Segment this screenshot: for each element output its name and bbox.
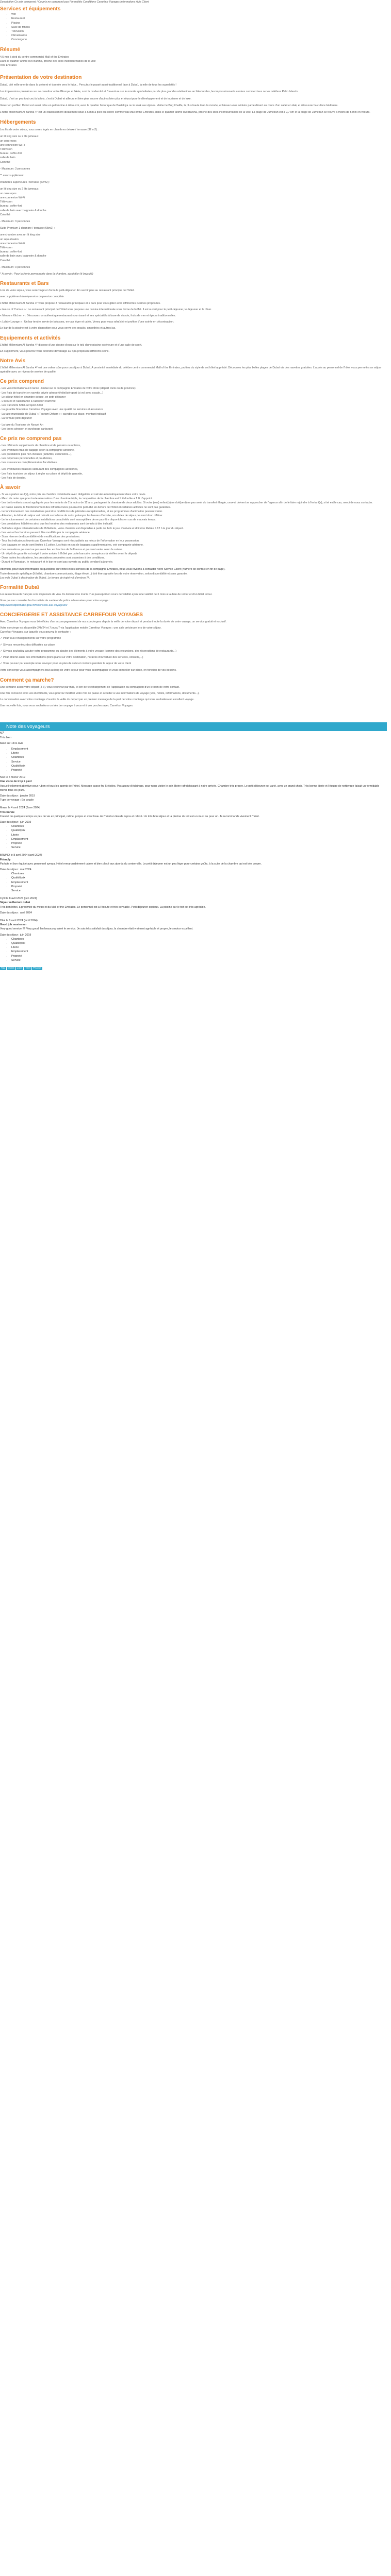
tag-chip: Dubaï xyxy=(7,967,14,970)
asavoir-item: - Si vous partez seul(e), notre prix en chambre individuelle avec obligatoire et calculé automatiquement dans votre devis. xyxy=(0,493,146,497)
asavoir-list xyxy=(0,493,387,564)
asavoir-item: - Les animations peuvent ne pas avoir lieu en fonction de l'affluence et peuvent varier selon la saison. xyxy=(0,548,123,551)
comment-p2: Une fois connecté avec vos identifiants, vous pourrez modifier votre mot de passe et accéder à vos informations de voyage (vols, hôtels, informations, documents...). xyxy=(0,691,200,695)
criteria-list xyxy=(0,747,387,772)
room-feature: salle de bain avec baignoire & douche xyxy=(0,209,46,212)
room1-features xyxy=(0,134,387,164)
room-feature: Télévision xyxy=(0,200,12,204)
criteria-item: • Qualité/prix xyxy=(11,764,387,768)
asavoir-item: - Les tarifs enfants seront appliqués pour les enfants de 2 à moins de 12 ans, partageant la chambre de deux adultes. Si votre (vos) enfant(s) ne doit(vent) ne pas avoir du transfert élargie, ceux-ci doivent se rapprocher de l'agence afin de le faire rejoindre à l'enfant(s), si tel est le cas, merci de nous contacter. xyxy=(0,501,373,505)
tags-row xyxy=(0,966,387,970)
pas-extra-item: - Les frais de dossier. xyxy=(0,476,26,480)
room-note: * À savoir : Pour la literie permanente dans la chambre, ajout d'un lit (rajouté) xyxy=(0,272,93,276)
hebergement-title: Hébergements xyxy=(0,120,36,126)
notes-total: basé sur 1441 Avis xyxy=(0,741,23,745)
formalite-p2: Vous pouvez consulter les formalités de santé et de police nécessaires pour votre voyage : xyxy=(0,599,110,603)
room2-intro: chambres supérieures / terrasse (32m2) : xyxy=(0,181,51,184)
review-text: Il resort de quelques temps un peu de vie en principal, calme, propre et avec l'eau de l'hôtel un lieu de repos et relaxé. Un très bon séjour et la piscine du toit est un must ou pour un. Je recommande vivement l'hôtel. xyxy=(0,815,259,818)
conciergerie-title: CONCIERGERIE ET ASSISTANCE CARREFOUR VOYAGES xyxy=(0,612,143,618)
room-feature: Coin thé xyxy=(0,160,10,164)
services-list xyxy=(0,12,387,42)
review-criteria-item: • Service xyxy=(11,889,387,893)
review-criteria-item: • Qualité/prix xyxy=(11,828,387,833)
pas-item: - Les différents suppléments de chambre et de pension ou options, xyxy=(0,444,81,448)
room2-title: ** avec supplément xyxy=(0,174,24,178)
service-item: • Télévision xyxy=(11,29,387,33)
conciergerie-item: ✓ Si vous souhaitez ajouter votre programme ou ajouter des éléments à votre voyage (comme des excursions, des réservations de restaurants...) xyxy=(0,649,176,653)
review xyxy=(0,896,387,919)
conciergerie-list xyxy=(0,636,387,666)
criteria-item: • Emplacement xyxy=(11,747,387,751)
prix-item: - La garantie financière Carrefour Voyages avec une qualité de services et assurance xyxy=(0,408,103,412)
review-criteria-item: • Emplacement xyxy=(11,837,387,841)
room-feature: Coin thé xyxy=(0,259,10,262)
room2-max: - Maximum: 3 personnes xyxy=(0,219,30,223)
asavoir-item: - Les bagages en soute sont limités à 1 pièce. Les frais en cas de bagages supplémentaires, voir compagnie aérienne. xyxy=(0,544,144,547)
prix-item: - L'accueil et l'assistance à l'aéroport d'arrivée xyxy=(0,399,56,403)
asavoir-item: - Le fonctionnement des installations peut être modifié lors de périodes exceptionnelles, et les programmes d'animation peuvent varier. xyxy=(0,510,163,513)
service-item: • Piscine xyxy=(11,21,387,25)
room3-max: - Maximum: 3 personnes xyxy=(0,265,30,269)
asavoir-item: - Les vols et les horaires peuvent être modifiés par la compagnie aérienne. xyxy=(0,531,91,534)
avis-title: Notre Avis xyxy=(0,358,26,364)
room3-features xyxy=(0,233,387,262)
prix-item: - La formule petit-déjeuner xyxy=(0,416,32,420)
tag-chip: Hôtel xyxy=(24,967,31,970)
resume-line: Vols Emirates xyxy=(0,64,17,67)
services-title: Services et équipements xyxy=(0,6,61,12)
service-item: • Restaurant xyxy=(11,16,387,21)
room-feature: un lit king size ou 2 lits jumeaux xyxy=(0,188,39,191)
review-date: Date du séjour : juin 2019 xyxy=(0,821,31,824)
comment-p3: La conversation avec votre concierge s'ouvrira la veille du départ par un premier message de la part de votre concierge qui vous souhaitera un excellent voyage. xyxy=(0,698,194,701)
room-feature: un coin repos xyxy=(0,192,17,195)
hebergement-intro: Les lits de votre séjour, vous serez logés en chambres deluxe / terrasse (32 m2) : xyxy=(0,128,99,132)
asavoir-item: - Sous réserve de disponibilité et de modifications des prestations. xyxy=(0,535,80,539)
room-feature: une connexion Wi-Fi xyxy=(0,196,25,199)
asavoir-item: - Merci de noter que pour toute réservation d'une chambre triple, la composition de la chambre est 1 lit double + 1 lit d'appoint. xyxy=(0,497,153,501)
review-date: Date du séjour : janvier 2019 xyxy=(0,794,35,798)
restaurant-paragraph: L'hôtel Millennium Al Barsha 4* vous propose 3 restaurants principaux et 1 bars pour vous gâter avec différentes cuisines proposées. xyxy=(0,301,161,305)
review-text: Accueil tellement attentive pour ruben et tous les agents de l'hôtel. Message assez fin, 5 étoiles. Pas assez d'éclairage, pour nous visiter le soir. Boire rafraîchissant à notre arrivée. Chambre très propre. Le petit déjeuner est varié, avec un grand choix. Très bonne literie et l'équipe de nettoyage faisait un formidable travail tous les jours. xyxy=(0,784,380,792)
room-feature: un lit king size ou 2 lits jumeaux xyxy=(0,135,39,139)
review-criteria xyxy=(0,872,387,893)
prix-item: - Les frais de transfert en navette privée aéroport/hôtel/aéroport (si vol avec escale...) xyxy=(0,391,103,395)
review-text: Very good service !!!! Very good, I'm beaucoup aimé le service. Je suis très satisfait du séjour, la chambre était vraiment agréable et propre, le service excellent. xyxy=(0,927,193,931)
review-criteria-item: • Service xyxy=(11,958,387,962)
review-date: Date du séjour : mai 2024 xyxy=(0,868,31,872)
presentation-title: Présentation de votre destination xyxy=(0,75,82,81)
asavoir-item: - En basse saison, le fonctionnement des infrastructures pourra être perturbé en dehors de l'hôtel et certaines activités ne sont pas garanties. xyxy=(0,505,171,509)
presentation-paragraph: Venez en profiter. Dubaï est aussi riche en patrimoine à découvrir, avec le quartier historique de Bastakiya ou le souk aux épices. Visitez le Burj Khalifa, la plus haute tour du monde, et laissez-vous séduire par le désert au cours d'un safari en 4x4, et découvrez la culture bédouine. xyxy=(0,104,338,107)
asavoir-item: - Durant le Ramadan, le restaurant et le bar ne sont pas ouverts au public pendant la journée. xyxy=(0,561,113,564)
conciergerie-item: ✓ Pour tous renseignements sur votre programme xyxy=(0,637,61,640)
comment-p4: Une nouvelle fois, nous vous souhaitons un très bon voyage à vous et à vos proches avec Carrefour Voyages. xyxy=(0,704,134,708)
criteria-item: • Propreté xyxy=(11,768,387,772)
formalite-link[interactable]: http://www.diplomatie.gouv.fr/fr/conseils-aux-voyageurs/ xyxy=(0,603,68,607)
resume-line: Dans le quartier animé d'Al Barsha, proche des sites incontournables de la ville xyxy=(0,59,96,63)
asavoir-item: - Dans toutes les situations, les prestations proposées sont soumises à des conditions. xyxy=(0,556,105,560)
restaurants-title: Restaurants et Bars xyxy=(0,281,49,287)
review-author: Dilal le 8 avril 2024 (avril 2024) xyxy=(0,919,38,923)
restaurant-paragraph: « Mercure Kitchen » : Découvrez un authentique restaurant nourrissant et ses spécialités à base de viande, fruits de mer et épices traditionnelles. xyxy=(0,314,176,317)
attention-text: Attention, pour toute information ou questions sur l'hôtel et les services de la compagnie Emirates, nous vous invitons à contacter notre Service Client (Numéro de contact en fin de page). xyxy=(0,568,225,571)
room-feature: une chambre avec un lit king size xyxy=(0,233,41,237)
restaurant-paragraph: Le bar de la piscine est à votre disposition pour vous servir des snacks, smoothies et autres jus. xyxy=(0,327,116,330)
room-feature: bureau, coffre-fort xyxy=(0,205,22,208)
review-text: Parfaite et bon équipé avec personnel sympa. Hôtel remarquablement calme et bien placé aux abords du centre-ville. Le petit déjeuner est un peu léger pour certains goûts, à la suite de la chambre qui est très propre. xyxy=(0,862,262,866)
comment-p1: Une semaine avant votre départ (J-7), vous recevrez par mail, le lien de téléchargement de l'application ou compagnon d'un le nom de votre contact. xyxy=(0,685,180,689)
room-feature: Télévision xyxy=(0,148,12,151)
review-criteria-item: • Propreté xyxy=(11,841,387,845)
prix-item: - Le séjour hôtel en chambre deluxe, en petit-déjeuner xyxy=(0,395,66,399)
room-feature: une connexion Wi-Fi xyxy=(0,242,25,245)
review-date: Date du séjour : juin 2019 xyxy=(0,933,31,937)
prix-item: - Les transferts hôtel-aéroport-hôtel xyxy=(0,404,43,408)
asavoir-item: - Tous les indicateurs fournis par Carrefour Voyages sont réactualisés au mieux de l'information en leur possession. xyxy=(0,539,140,543)
equip-paragraph: En supplément, vous pourrez vous détendre davantage au Spa proposant différents soins. xyxy=(0,349,109,353)
room-feature: une connexion Wi-Fi xyxy=(0,143,25,147)
review-criteria-item: • Chambres xyxy=(11,824,387,828)
description-nav[interactable]: Description Ce prix comprend / Ce prix ne comprend pas Formalités Conditions Carrefour Voyages Informations Avis Client xyxy=(0,1,149,4)
reviews-list xyxy=(0,775,387,966)
review xyxy=(0,853,387,896)
conciergerie-item: ✓ Si vous rencontrez des difficultés sur place xyxy=(0,643,55,647)
review-criteria xyxy=(0,937,387,962)
review-criteria-item: • Propreté xyxy=(11,954,387,958)
room2-features xyxy=(0,187,387,216)
room-feature: bureau, coffre-fort xyxy=(0,250,22,254)
review-criteria-item: • Chambres xyxy=(11,937,387,941)
review-criteria-item: • Literie xyxy=(11,833,387,837)
review-criteria-item: • Emplacement xyxy=(11,950,387,954)
review-type: Type de voyage : En couple xyxy=(0,799,34,802)
room-feature: salle de bain xyxy=(0,156,15,160)
prix-extra-list xyxy=(0,423,387,431)
room-feature: Coin thé xyxy=(0,213,10,216)
review-text: Très bon hôtel, à proximité du métro et du Mall of the Emirates. Le personnel est à l'écoute et très serviable. Petit déjeuner copieux. La piscine sur le toit est très agréable. xyxy=(0,905,206,909)
review xyxy=(0,919,387,966)
room1-max: - Maximum: 3 personnes xyxy=(0,167,30,171)
pas-title: Ce prix ne comprend pas xyxy=(0,436,62,442)
review-author: Noé le 5 février 2019 xyxy=(0,776,26,779)
restaurant-paragraph: « Lobby Lounge » : Un bar tendre servie de boissons, en-cas léger et cafés. Venez pour vous rafraîchir et profiter d'une soirée en décontraction. xyxy=(0,320,174,324)
formalite-p1: Les ressortissants français sont dispensés de visa. Ils doivent être munis d'un passeport en cours de validité ayant une validité de 6 mois à la date de retour et d'un billet retour. xyxy=(0,593,213,597)
room-feature: Télévision xyxy=(0,246,12,249)
review-title: Friendly xyxy=(0,858,11,861)
notes-section xyxy=(0,731,387,970)
review-criteria-item: • Propreté xyxy=(11,885,387,889)
restaurant-paragraph: « House of Curious » : Le restaurant principal de l'hôtel vous propose une cuisine internationale sous forme de buffet. Il est ouvert pour le petit-déjeuner, le déjeuner et le dîner. xyxy=(0,308,212,311)
criteria-item: • Chambres xyxy=(11,755,387,759)
notes-header: Note des voyageurs xyxy=(0,722,387,731)
tag-chip: Luxe xyxy=(17,967,22,970)
avis-text: L'hôtel Millennium Al Barsha 4* est une valeur sûre pour un séjour à Dubaï. A proximité immédiate du célèbre centre commercial Mall of the Emirates, profitez du style de cet hôtel apprécié. Découvrez les plus belles plages de Dubaï via des navettes gratuites. L'accès au personnel de l'hôtel vous permettra un séjour agréable avec un niveau de service de qualité. xyxy=(0,366,382,374)
attention-italic: Les vols Dubaï à destination de Dubaï. Le temps de trajet vol d'environ 7h. xyxy=(0,576,90,580)
pas-item: - Les prestations plus non-incluses (activités, excursions...), xyxy=(0,452,72,456)
review xyxy=(0,806,387,853)
review-title: Une visite de trop à pied xyxy=(0,780,32,784)
service-item: • Salle de fitness xyxy=(11,25,387,29)
review-author: Mawa le 4 avril 2024 (June 2024) xyxy=(0,806,41,810)
conciergerie-p1: Avec Carrefour Voyages vous bénéficiez d'un accompagnement de nos conciergers depuis la veille de votre départ et pendant toute la durée de votre voyage, un service gratuit et exclusif. xyxy=(0,620,227,623)
restaurants-sub: avec supplément demi-pension ou pension complète. xyxy=(0,295,65,299)
formalite-title: Formalité Dubaï xyxy=(0,585,39,591)
asavoir-title: À savoir xyxy=(0,485,21,491)
prix-extra-item: - Les taxes aéroport et surcharge carburant xyxy=(0,428,53,431)
service-item: • Conciergerie xyxy=(11,38,387,42)
review-title: Good job musteman xyxy=(0,923,27,927)
asavoir-item: - Attention, le début du séjour est calculé sur la base de nuits, prévoyez les heures d'arrivée, vos dates de séjour peuvent donc différer. xyxy=(0,514,163,518)
review-criteria-item: • Service xyxy=(11,845,387,850)
review xyxy=(0,775,387,806)
notes-score: 4.7 xyxy=(0,732,4,735)
review-criteria-item: • Chambres xyxy=(11,872,387,876)
asavoir-item: - Un dépôt de garantie est exigé à votre arrivée à l'hôtel par carte bancaire ou espèces (à vérifier avant le départ). xyxy=(0,552,138,555)
prix-item: - La taxe municipale de Dubaï « Tourism Dirham » : payable sur place, montant indicatif xyxy=(0,412,106,416)
pas-extra-item: - Les éventuelles hausses carburant des compagnies aériennes, xyxy=(0,468,78,471)
review-criteria-item: • Emplacement xyxy=(11,880,387,885)
prix-title: Ce prix comprend xyxy=(0,379,44,385)
equip-paragraph: L'hôtel Millennium Al Barsha 4* dispose d'une piscine d'eau sur le toit, d'une piscine extérieure et d'une salle de sport. xyxy=(0,343,142,347)
presentation-paragraph: Dubaï, cité mille une de dans la présent et tournée vers le futur... Percutez le passé aussi traditionnel face à Dubaï, la mile de tous les superlatifs ! xyxy=(0,83,176,87)
conciergerie-item: ✓ Pour obtenir aussi des informations (bons plans sur votre destination, horaires d'ouverture des services, conseils,...) xyxy=(0,655,143,659)
room3-title: Suite Premium 1 chambre / terrasse (65m2) : xyxy=(0,227,55,230)
criteria-item: • Literie xyxy=(11,751,387,755)
review-criteria xyxy=(0,824,387,850)
tag-chip: Piscine xyxy=(33,967,41,970)
presentation-text xyxy=(0,83,387,114)
restaurants-text xyxy=(0,301,387,331)
pas-extra-list xyxy=(0,467,387,480)
restaurants-intro: Lors de votre séjour, vous serez logé en formule petit-déjeuner. En savoir plus au restaurant principal de l'hôtel. xyxy=(0,289,135,293)
conciergerie-p2: Votre concierge est disponible 24h/24 et 7 jours/7 via l'application mobile Carrefour Voyages : une aide précieuse lors de votre séjour. xyxy=(0,626,161,630)
pas-item: - Les dépenses personnelles et pourboires, xyxy=(0,457,53,461)
room-feature: bureau, coffre-fort xyxy=(0,152,22,156)
resume-lines xyxy=(0,55,387,68)
presentation-paragraph: Dubaï, c'est un peu tout ceci à la fois, c'est à Dubaï et ailleurs et bien plus encore d'autres bien plus et réussi pour le développement et de tourisme et de luxe. xyxy=(0,97,192,100)
resume-line: 4.5 min à pied du centre commercial Mall of the Emirates xyxy=(0,55,69,59)
criteria-item: • Service xyxy=(11,760,387,764)
pas-extra-item: - Les frais touristes de séjour à régler sur place et dépôt de garantie, xyxy=(0,472,83,476)
prix-list xyxy=(0,386,387,420)
review-title: Très bonne xyxy=(0,810,15,814)
pas-item: - Les éventuels frais de bagage selon la compagnie aérienne, xyxy=(0,448,75,452)
comment-title: Comment ça marche? xyxy=(0,677,54,683)
asavoir-item: - Selon les règles internationales de l'hôtellerie, votre chambre est disponible à partir de 14 h le jour d'arrivée et doit être libérée à 12 h le jour du départ. xyxy=(0,527,184,530)
prix-item: - Les vols internationaux France - Dubaï sur la compagnie Emirates de votre choix (départ Paris ou de province) xyxy=(0,387,136,391)
room-feature: salle de bain avec baignoire & douche xyxy=(0,255,46,258)
presentation-paragraph: Les impressions premières sur ce carrefour entre l'Europe et l'Asie, sont la modernité et l'ouverture sur le monde symbolisées par de plus grandes réalisations architecturales, les impressionnants centres commerciaux ou les célèbres Palm Islands. xyxy=(0,90,299,94)
attention-line: Toute demande spécifique (lit bébé, chambre communicante, étage élevé...) doit être signalée lors de votre réservation, selon disponibilité et sans garantie. xyxy=(0,572,188,575)
review-date: Date du séjour : avril 2024 xyxy=(0,911,32,914)
review-author: Cyril le 8 avril 2024 (juin 2024) xyxy=(0,897,37,901)
tag-chip: Tag xyxy=(1,967,5,970)
review-criteria-item: • Literie xyxy=(11,945,387,950)
review-criteria-item: • Qualité/prix xyxy=(11,941,387,945)
review-criteria-item: • Qualité/prix xyxy=(11,876,387,880)
review-author: BRUNO le 8 avril 2024 (avril 2024) xyxy=(0,854,42,857)
service-item: • Climatisation xyxy=(11,33,387,38)
asavoir-item: - Les prestations hôtelières ainsi que les horaires des restaurants sont donnés à titre indicatif. xyxy=(0,522,113,526)
review-title: Séjour millenium dubai xyxy=(0,901,30,905)
equip-text xyxy=(0,343,387,353)
conciergerie-p4: Votre concierge vous accompagnera tout au long de votre séjour pour vous accompagner et vous conseiller sur place, en fonction de vos besoins. xyxy=(0,669,177,672)
notes-overall: Très bien xyxy=(0,736,11,739)
presentation-paragraph: L'hôtel Millennium Al Barsha 4* est un établissement idéalement situé à 5 min à pied du centre commercial Mall of the Emirates, dans le quartier animé d'Al Barsha, proche des sites incontournables de la ville. La plage de Jumeirah est à 2,7 km et la plage de Jumeirah se trouve à moins de 5 min en voiture. xyxy=(0,111,370,114)
equip-title: Equipements et activités xyxy=(0,335,61,341)
room-feature: un séjour/salon xyxy=(0,238,19,241)
asavoir-item: - Le fonctionnement de certaines installations ou activités sont susceptibles de ne pas être disponibles en cas de mauvais temps. xyxy=(0,518,156,522)
resume-title: Résumé xyxy=(0,46,20,53)
pas-list xyxy=(0,444,387,465)
pas-item: - Les assurances complémentaires facultatives. xyxy=(0,461,58,465)
room-feature: un coin repos xyxy=(0,139,17,143)
conciergerie-item: ✓ Vous pouvez par exemple nous envoyer pour un plan de suivi et contacts pendant le séjour de votre client xyxy=(0,662,132,666)
service-item: • Wifi xyxy=(11,12,387,16)
prix-extra-item: - La taxe du Tourisme de Nouvel An xyxy=(0,423,43,427)
conciergerie-p3: Carrefour Voyages, sur laquelle vous pouvez le contacter : xyxy=(0,631,71,634)
